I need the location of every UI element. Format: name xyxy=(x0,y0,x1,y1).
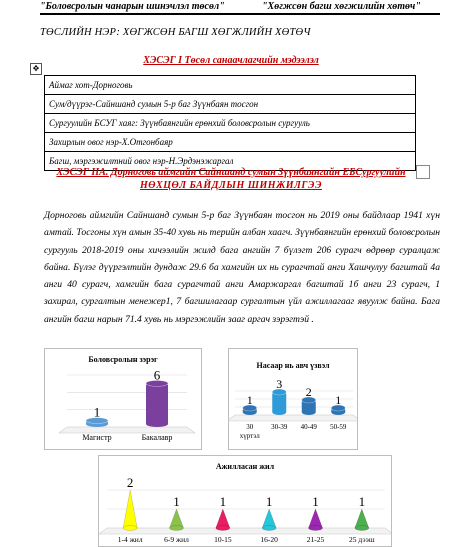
age-chart[interactable] xyxy=(228,348,358,450)
table-row xyxy=(45,133,416,152)
bar-base xyxy=(309,526,323,531)
table-cell: Захирлын овог нэр-Х.Отгонбаяр xyxy=(45,133,416,152)
data-label: 1 xyxy=(312,494,319,509)
table-row xyxy=(45,76,416,95)
table-cell: Аймаг хот-Дорноговь xyxy=(45,76,416,95)
age-chart-plot xyxy=(229,349,357,449)
bar xyxy=(309,509,323,528)
data-label: 3 xyxy=(276,377,283,391)
bar-base xyxy=(170,526,184,531)
body-paragraph: Дорноговь аймгийн Сайншанд сумын 5-р баг Зүүнбаян тосгон нь 2019 оны байдлаар 1941 хүн амтай. Тосгоны хүн амын 35-40 хувь нь терийн албан хаагч. Зүүнбаянгийн ерөнхий боловсролын сургууль 2018-2019 оны хичээлийн жилд бага ангийн 7 бүлэгт 206 сурагч өдрөөр суралцаж байна. Бүлэг дүүргэлтийн дундаж 29.6 ба хамгийн их нь сурагчтай анги Хашчулуу багштай 4а анги 40 сурагч, хамгийн бага сурагчтай анги Амаржаргал багштай 1б анги 23 сурагч, 1 захирал, сургалтын менежер1, 7 багшилагаар сургалтын үйл ажиллагааг явуулж байна. Бага ангийн багш нарын 71.4 хувь нь мэргэжлийн зааг аргач зэрэгтэй . xyxy=(44,210,440,325)
tick-label: хүртэл xyxy=(239,432,260,440)
page-header xyxy=(0,0,462,16)
tick-label: 10-15 xyxy=(214,535,232,544)
tick-label: 30 xyxy=(246,423,254,431)
chart-title: Боловсролын зэрэг xyxy=(88,355,158,364)
bar-base xyxy=(123,526,137,531)
data-label: 2 xyxy=(126,475,134,490)
chart-title: Насаар нь авч үзвэл xyxy=(256,361,330,370)
bar-base xyxy=(355,526,369,531)
bar xyxy=(216,509,230,528)
tick-label: 6-9 жил xyxy=(164,535,189,544)
education-chart[interactable] xyxy=(44,348,202,450)
data-label: 2 xyxy=(305,385,312,399)
tick-label: 30-39 xyxy=(271,423,288,431)
resize-handle-icon[interactable] xyxy=(416,165,430,179)
header-left-text: "Боловсролын чанарын шинэчлэл төсөл" xyxy=(40,1,225,12)
data-label: 1 xyxy=(246,393,253,407)
section2-title: ХЭСЭГ IIА. Дорноговь аймгийн Сайншанд сумын Зүүнбаянгийн ЕБСургуулийн xyxy=(56,167,406,178)
table-move-handle-icon[interactable]: ✥ xyxy=(30,63,42,75)
data-label: 1 xyxy=(219,494,227,509)
chart-title: Ажилласан жил xyxy=(215,462,275,471)
section1-title: ХЭСЭГ I Төсөл санаачлагчийн мэдээлэл xyxy=(143,55,319,66)
chart-floor xyxy=(99,528,391,534)
tick-label: Бакалавр xyxy=(141,433,173,442)
tick-label: 50-59 xyxy=(330,423,347,431)
data-label: 1 xyxy=(358,494,366,509)
table-cell: Багш, мэргэжилтний овог нэр-Н.Эрдэнэжаргал xyxy=(45,152,416,171)
tick-label: 40-49 xyxy=(300,423,317,431)
chart-floor xyxy=(59,427,195,433)
data-label: 1 xyxy=(173,494,180,509)
header-divider xyxy=(40,13,440,15)
bar xyxy=(170,509,184,528)
education-chart-plot xyxy=(45,349,201,449)
table-row xyxy=(45,95,416,114)
bar xyxy=(355,509,369,528)
table-cell: Сургуулийн БСУГ хаяг: Зүүнбаянгийн ерөнхий боловсролын сургууль xyxy=(45,114,416,133)
data-label: 1 xyxy=(335,393,342,407)
info-table xyxy=(44,75,416,171)
bar-base xyxy=(262,526,276,531)
data-label: 1 xyxy=(265,494,273,509)
data-label: 1 xyxy=(93,404,101,420)
tick-label: 25 дээш xyxy=(349,535,375,544)
experience-chart-plot xyxy=(99,456,391,546)
section2-subtitle: НӨХЦӨЛ БАЙДЛЫН ШИНЖИЛГЭЭ xyxy=(140,180,322,191)
table-row xyxy=(45,114,416,133)
chart-floor xyxy=(229,415,357,421)
bar xyxy=(146,382,168,427)
header-right-text: "Хөгжсөн багш хөгжилийн хөтөч" xyxy=(262,1,421,12)
document-title: ТӨСЛИЙН НЭР: ХӨГЖСӨН БАГШ ХӨГЖЛИЙН ХӨТӨЧ xyxy=(40,27,311,38)
experience-chart[interactable] xyxy=(98,455,392,547)
tick-label: 1-4 жил xyxy=(117,535,143,544)
tick-label: 16-20 xyxy=(260,535,278,544)
data-label: 6 xyxy=(153,367,161,383)
tick-label: Магистр xyxy=(82,433,112,442)
bar xyxy=(262,509,276,528)
bar-base xyxy=(216,526,230,531)
tick-label: 21-25 xyxy=(306,535,325,544)
table-cell: Сум/дүүрэг-Сайншанд сумын 5-р баг Зүүнбаян тосгон xyxy=(45,95,416,114)
